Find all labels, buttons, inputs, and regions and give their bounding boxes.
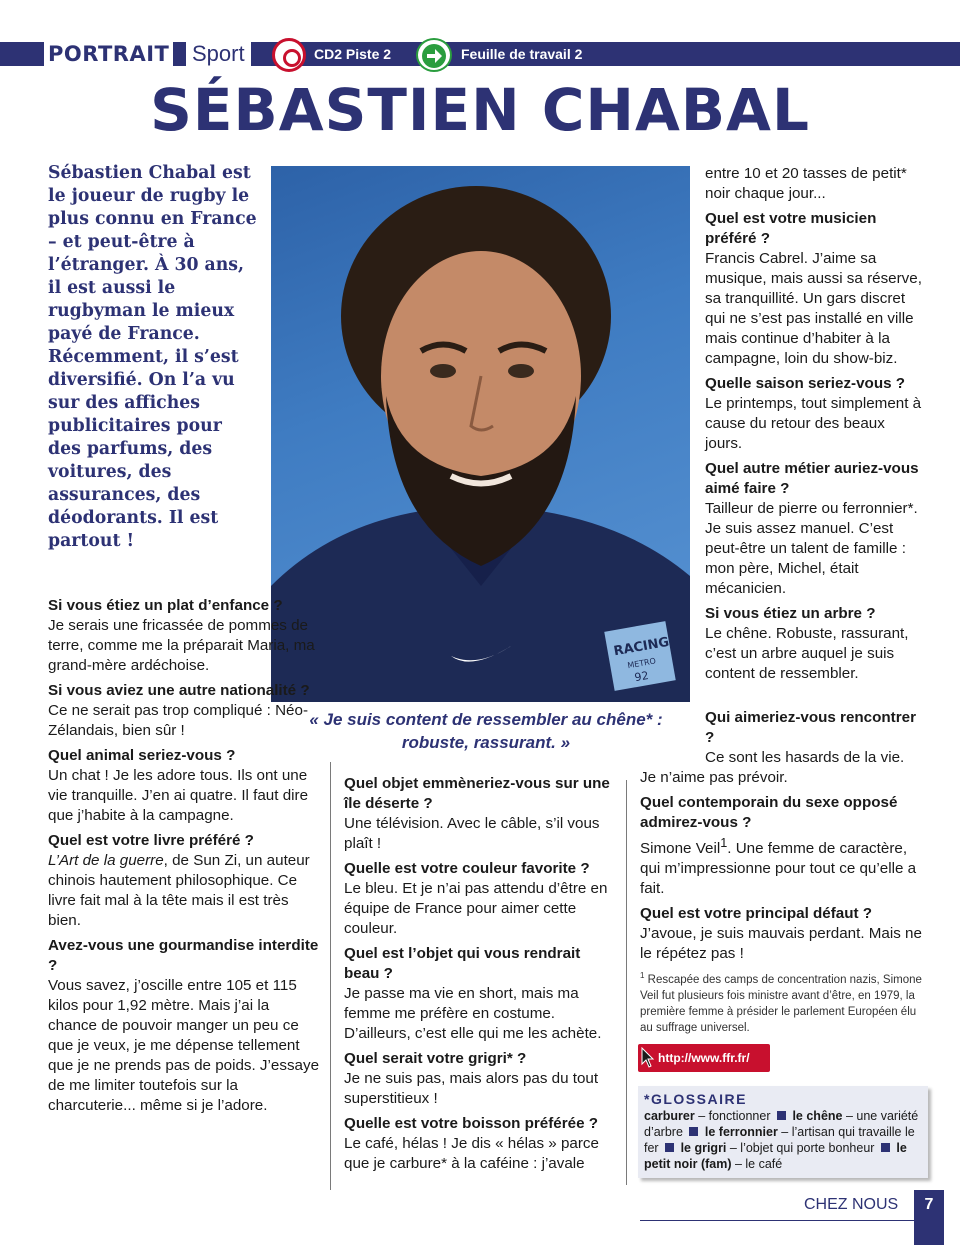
- answer: Une télévision. Avec le câble, s’il vous plaît !: [344, 815, 600, 852]
- glossary-box: [638, 1086, 928, 1178]
- question: Quel est l’objet qui vous rendrait beau ?: [344, 945, 581, 982]
- question: Quelle saison seriez-vous ?: [705, 375, 906, 392]
- answer: Vous savez, j’oscille entre 105 et 115 kilos pour 1,92 mètre. Mais j’ai la chance de pouvoir manger un peu ce que je veux, je me dépense tellement que je ne prends pas de poids. J’essaye de me limiter toutefois sur la charcuterie... même si je l’adore.: [48, 977, 320, 1114]
- jersey-number: 92: [633, 668, 650, 685]
- magazine-name: CHEZ NOUS: [804, 1196, 899, 1213]
- footnote-marker: 1: [640, 971, 645, 980]
- footer-bar: [914, 1220, 944, 1245]
- question: Quel objet emmèneriez-vous sur une île déserte ?: [344, 775, 610, 812]
- glossary-def: – fonctionner: [694, 1109, 771, 1123]
- answer: Le printemps, tout simplement à cause du retour des beaux jours.: [705, 395, 922, 452]
- square-bullet-icon: [881, 1143, 890, 1152]
- answer-text: , de Sun Zi, un auteur chinois hautement philosophique. Ce livre fait mal à la tête mais il est très bien.: [48, 852, 310, 929]
- square-bullet-icon: [689, 1127, 698, 1136]
- answer: Francis Cabrel. J’aime sa musique, mais aussi sa réserve, sa tranquillité. Un gars discret qui ne s’est pas installé en ville mais continue d’habiter à la campagne, loin du show-biz.: [705, 250, 922, 367]
- answer: Le café, hélas ! Je dis « hélas » parce que je carbure* à la caféine : j’avale: [344, 1135, 599, 1172]
- answer: Le bleu. Et je n’ai pas attendu d’être en équipe de France pour aimer cette couleur.: [344, 880, 608, 937]
- glossary-def: – une variété d’arbre: [644, 1109, 919, 1139]
- question: Quel est votre livre préféré ?: [48, 832, 254, 849]
- glossary-term: le ferronnier: [704, 1125, 778, 1139]
- jersey-text: RACING: [612, 634, 671, 660]
- glossary-term: le petit noir (fam): [644, 1141, 907, 1171]
- question: Quel animal seriez-vous ?: [48, 747, 236, 764]
- category-tag: Sport: [186, 42, 251, 66]
- question: Quel autre métier auriez-vous aimé faire ?: [705, 460, 919, 497]
- glossary-term: le grigri: [680, 1141, 727, 1155]
- column-divider: [330, 762, 331, 1190]
- audio-cd-icon[interactable]: [272, 38, 306, 72]
- glossary-title: *GLOSSAIRE: [644, 1091, 747, 1107]
- column-divider: [626, 780, 627, 1185]
- answer: Ce sont les hasards de la vie.: [705, 749, 905, 766]
- question: Quelle est votre boisson préférée ?: [344, 1115, 599, 1132]
- page-number: 7: [914, 1190, 944, 1220]
- answer: Le chêne. Robuste, rassurant, c’est un arbre auquel je suis content de ressembler.: [705, 625, 909, 682]
- answer: J’avoue, je suis mauvais perdant. Mais ne le répétez pas !: [640, 925, 922, 963]
- question: Si vous étiez un arbre ?: [705, 605, 876, 622]
- qa-column-left: [48, 596, 320, 1116]
- portrait-photo: [271, 166, 690, 702]
- answer: Je passe ma vie en short, mais ma femme me préfère en costume. D’ailleurs, c’est elle qui me les achète.: [344, 985, 602, 1042]
- cursor-arrow-icon: [641, 1047, 655, 1069]
- audio-track-label[interactable]: CD2 Piste 2: [314, 46, 392, 62]
- glossary-term: le chêne: [792, 1109, 843, 1123]
- arrow-right-icon[interactable]: [416, 38, 452, 72]
- glossary-def: – l’objet qui porte bonheur: [726, 1141, 875, 1155]
- jersey-sub: METRO: [626, 656, 657, 671]
- question: Quelle est votre couleur favorite ?: [344, 860, 590, 877]
- worksheet-link[interactable]: Feuille de travail 2: [461, 46, 583, 62]
- footnote: [640, 968, 925, 1036]
- answer: Je serais une fricassée de pommes de terre, comme me la préparait Maria, ma grand-mère ardéchoise.: [48, 617, 315, 674]
- glossary-term: carburer: [644, 1109, 695, 1123]
- answer: Je n’aime pas prévoir.: [640, 769, 788, 786]
- square-bullet-icon: [665, 1143, 674, 1152]
- footnote-text: Rescapée des camps de concentration nazis, Simone Veil fut plusieurs fois ministre avant d’être, en 1979, la première femme à présider le parlement Européen élu au suffrage universel.: [640, 973, 922, 1034]
- section-tag: PORTRAIT: [44, 42, 173, 66]
- square-bullet-icon: [777, 1111, 786, 1120]
- pull-quote: « Je suis content de ressembler au chêne* : robuste, rassurant. »: [309, 710, 663, 752]
- footnote-ref: 1: [720, 836, 728, 850]
- question: Avez-vous une gourmandise interdite ?: [48, 937, 319, 974]
- glossary-def: – l’artisan qui travaille le fer: [644, 1125, 915, 1155]
- answer: [640, 833, 925, 899]
- ffr-link[interactable]: http://www.ffr.fr/: [638, 1044, 770, 1072]
- question: Si vous aviez une autre nationalité ?: [48, 682, 310, 699]
- intro-paragraph: Sébastien Chabal est le joueur de rugby le plus connu en France – et peut-être à l’étranger. À 30 ans, il est aussi le rugbyman le mieux payé de France. Récemment, il s’est diversifié. On l’a vu sur des affiches publicitaires pour des parfums, des voitures, des assurances, des déodorants. Il est partout !: [48, 163, 257, 551]
- book-title: L’Art de la guerre: [48, 852, 164, 869]
- qa-column-middle: [344, 774, 614, 1174]
- question: Quel serait votre grigri* ?: [344, 1050, 527, 1067]
- question: Si vous étiez un plat d’enfance ?: [48, 597, 283, 614]
- answer: [48, 851, 320, 931]
- question: Quel contemporain du sexe opposé admirez-vous ?: [640, 794, 898, 831]
- qa-column-right-bottom: [640, 708, 925, 964]
- glossary-def: – le café: [731, 1157, 783, 1171]
- glossary-entries: [644, 1108, 922, 1172]
- answer: Ce ne serait pas trop compliqué : Néo-Zélandais, bien sûr !: [48, 702, 309, 739]
- qa-column-right: [705, 164, 925, 684]
- question: Quel est votre musicien préféré ?: [705, 210, 877, 247]
- answer-text: . Une femme de caractère, qui m’impressionne pour tout ce qu’elle a fait.: [640, 840, 917, 898]
- answer-name: Simone Veil: [640, 840, 721, 858]
- question: Qui aimeriez-vous rencontrer ?: [705, 709, 917, 746]
- question: Quel est votre principal défaut ?: [640, 905, 873, 923]
- answer: Un chat ! Je les adore tous. Ils ont une vie tranquille. J’en ai quatre. Il faut dire que j’habite à la campagne.: [48, 767, 309, 824]
- footer-rule: [640, 1220, 914, 1221]
- page-title: SÉBASTIEN CHABAL: [150, 76, 810, 144]
- answer: Tailleur de pierre ou ferronnier*. Je suis assez manuel. C’est peut-être un talent de famille : mon père, Michel, était mécanicien.: [705, 500, 918, 597]
- answer: entre 10 et 20 tasses de petit* noir chaque jour...: [705, 165, 907, 202]
- answer: Je ne suis pas, mais alors pas du tout superstitieux !: [344, 1070, 599, 1107]
